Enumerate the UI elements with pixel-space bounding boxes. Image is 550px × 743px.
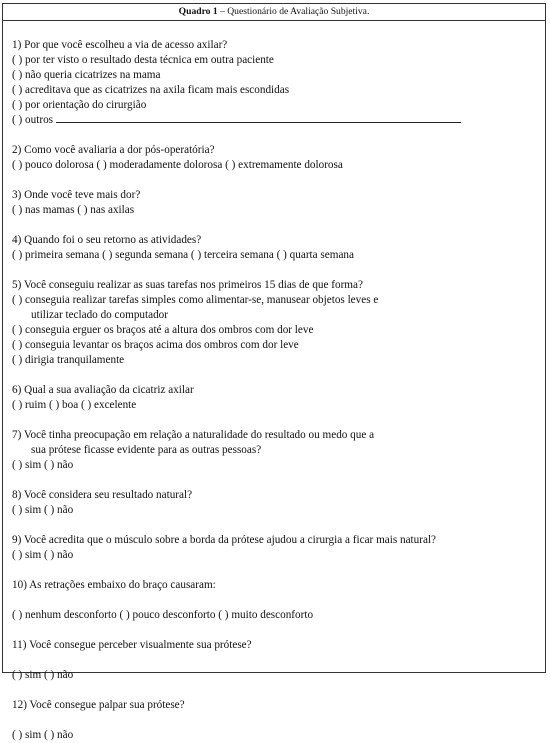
- question-1: [12, 38, 539, 128]
- option[interactable]: ( ) dirigia tranquilamente: [12, 354, 125, 366]
- option-row[interactable]: ( ) nenhum desconforto ( ) pouco desconforto ( ) muito desconforto: [12, 609, 314, 621]
- question-2: [12, 143, 539, 173]
- question-text: 8) Você considera seu resultado natural?: [12, 489, 193, 501]
- option-row[interactable]: ( ) sim ( ) não: [12, 729, 74, 741]
- option-other[interactable]: [12, 113, 539, 128]
- question-12: [12, 698, 539, 743]
- option-row[interactable]: ( ) primeira semana ( ) segunda semana ( ) terceira semana ( ) quarta semana: [12, 249, 354, 261]
- option[interactable]: ( ) por ter visto o resultado desta técnica em outra paciente: [12, 54, 274, 66]
- option[interactable]: ( ) conseguia levantar os braços acima dos ombros com dor leve: [12, 339, 299, 351]
- question-text: 1) Por que você escolheu a via de acesso axilar?: [12, 39, 228, 51]
- title-text: – Questionário de Avaliação Subjetiva.: [217, 6, 370, 17]
- option-row[interactable]: ( ) nas mamas ( ) nas axilas: [12, 204, 135, 216]
- option[interactable]: ( ) conseguia erguer os braços até a altura dos ombros com dor leve: [12, 324, 314, 336]
- question-text: 7) Você tinha preocupação em relação a naturalidade do resultado ou medo que a: [12, 429, 375, 441]
- table-title: [3, 4, 545, 21]
- question-text: 9) Você acredita que o músculo sobre a borda da prótese ajudou a cirurgia a ficar mais natural?: [12, 534, 437, 546]
- question-4: [12, 233, 539, 263]
- option-row[interactable]: ( ) ruim ( ) boa ( ) excelente: [12, 399, 137, 411]
- option[interactable]: ( ) acreditava que as cicatrizes na axila ficam mais escondidas: [12, 84, 290, 96]
- option-continuation: utilizar teclado do computador: [31, 309, 168, 321]
- question-text: 5) Você conseguiu realizar as suas tarefas nos primeiros 15 dias de que forma?: [12, 279, 363, 291]
- question-text: 6) Qual a sua avaliação da cicatriz axilar: [12, 384, 194, 396]
- questionnaire-body: [12, 38, 539, 743]
- question-text: 11) Você consegue perceber visualmente sua prótese?: [12, 639, 252, 651]
- question-text-continuation: sua prótese ficasse evidente para as outras pessoas?: [31, 444, 262, 456]
- option-row[interactable]: ( ) sim ( ) não: [12, 459, 74, 471]
- option-row[interactable]: ( ) sim ( ) não: [12, 549, 74, 561]
- question-text: 12) Você consegue palpar sua prótese?: [12, 699, 185, 711]
- question-7: [12, 428, 539, 473]
- option-row[interactable]: ( ) sim ( ) não: [12, 504, 74, 516]
- questionnaire-frame: [2, 3, 546, 741]
- question-text: 3) Onde você teve mais dor?: [12, 189, 141, 201]
- question-text: 10) As retrações embaixo do braço causaram:: [12, 579, 216, 591]
- question-5: [12, 278, 539, 368]
- question-3: [12, 188, 539, 218]
- option[interactable]: ( ) conseguia realizar tarefas simples como alimentar-se, manusear objetos leves e: [12, 294, 379, 306]
- question-8: [12, 488, 539, 518]
- option-row[interactable]: ( ) sim ( ) não: [12, 669, 74, 681]
- option-row[interactable]: ( ) pouco dolorosa ( ) moderadamente dolorosa ( ) extremamente dolorosa: [12, 159, 343, 171]
- option-label: ( ) outros: [12, 114, 54, 126]
- question-6: [12, 383, 539, 413]
- question-text: 4) Quando foi o seu retorno as atividades?: [12, 234, 202, 246]
- question-10: [12, 578, 539, 623]
- option[interactable]: ( ) por orientação do cirurgião: [12, 99, 147, 111]
- question-9: [12, 533, 539, 563]
- question-11: [12, 638, 539, 683]
- question-text: 2) Como você avaliaria a dor pós-operatória?: [12, 144, 215, 156]
- title-label: Quadro 1: [178, 6, 218, 17]
- write-in-line[interactable]: [56, 113, 461, 123]
- option[interactable]: ( ) não queria cicatrizes na mama: [12, 69, 161, 81]
